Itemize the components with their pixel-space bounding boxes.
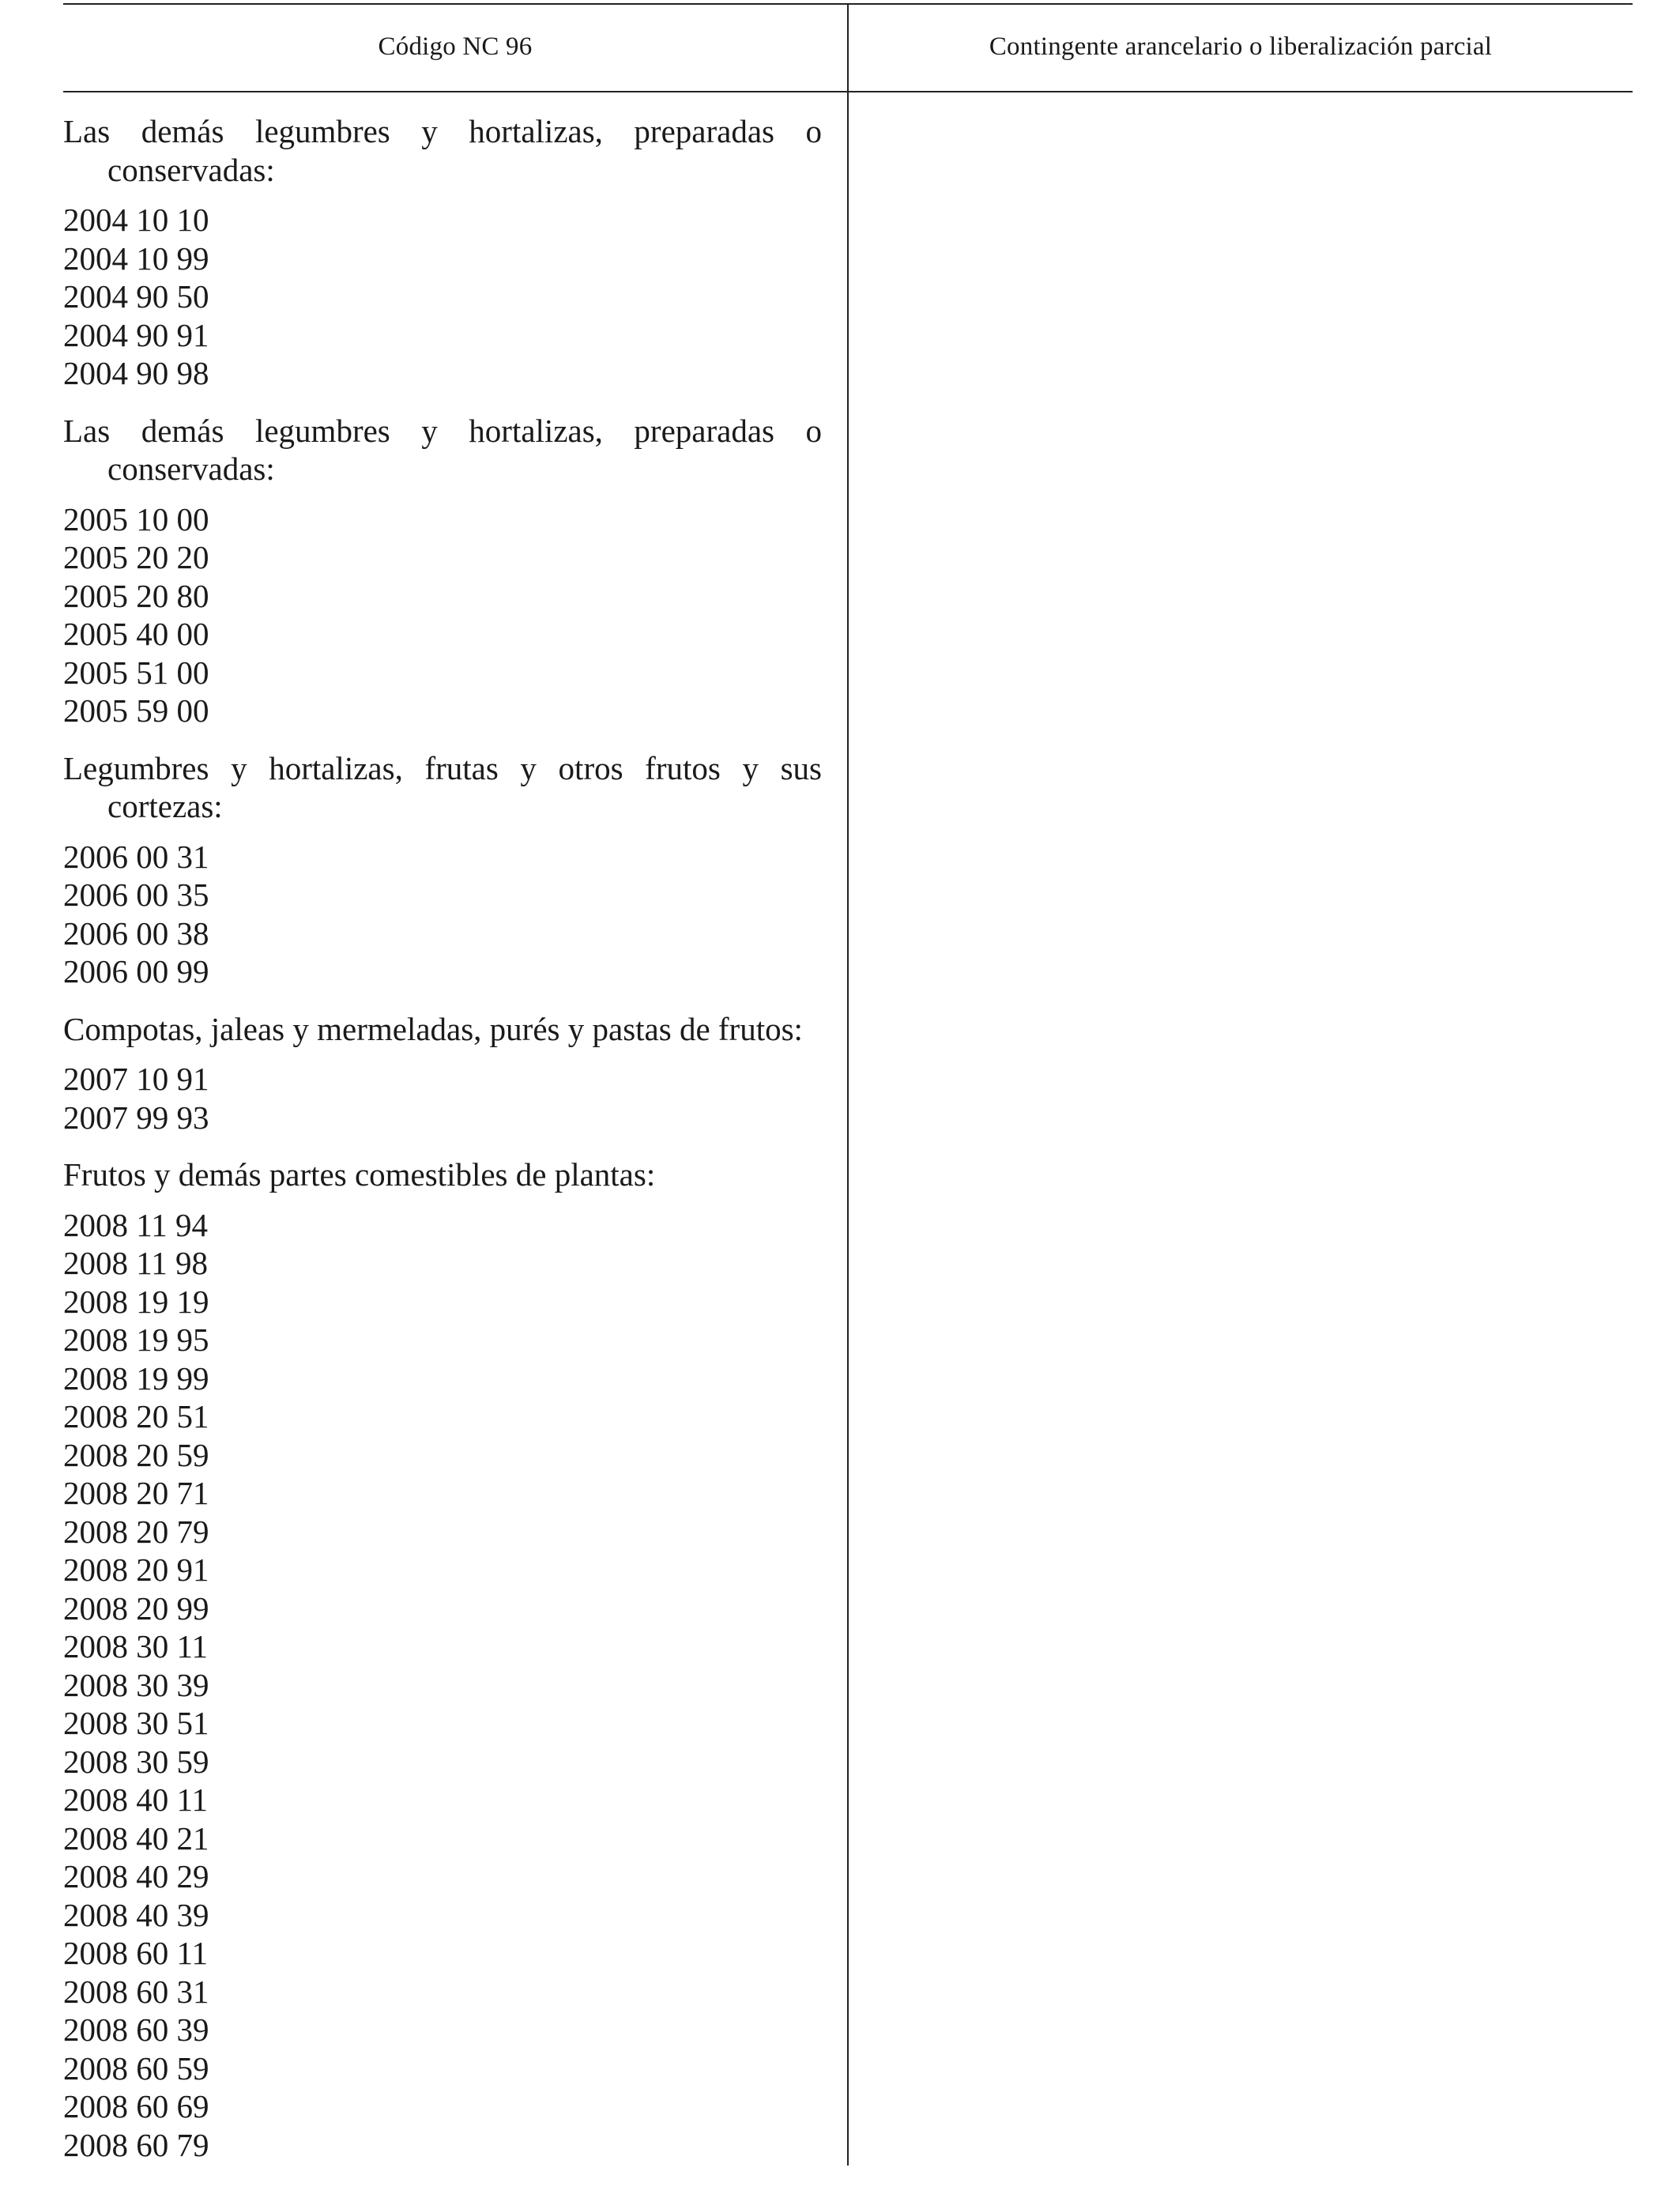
nc-code: 2005 20 80 xyxy=(63,577,209,614)
code-list xyxy=(63,1060,822,1137)
nc-code: 2008 20 79 xyxy=(63,1513,209,1550)
nc-code: 2004 90 50 xyxy=(63,278,209,315)
nc-code: 2008 20 51 xyxy=(63,1398,209,1434)
column-header-code: Código NC 96 xyxy=(378,32,533,61)
nc-code: 2008 60 39 xyxy=(63,2011,209,2048)
nc-code: 2008 20 71 xyxy=(63,1475,209,1511)
nc-code: 2004 90 91 xyxy=(63,316,209,353)
nc-code: 2008 30 51 xyxy=(63,1705,209,1741)
nc-code: 2004 10 99 xyxy=(63,239,209,277)
nc-code: 2006 00 38 xyxy=(63,914,209,952)
nc-code: 2005 20 20 xyxy=(63,539,209,575)
nc-code: 2008 19 19 xyxy=(63,1283,209,1320)
nc-code: 2006 00 35 xyxy=(63,876,209,913)
group-description: Legumbres y hortalizas, frutas y otros frutos y sus cortezas: xyxy=(63,749,822,824)
nc-code: 2008 20 91 xyxy=(63,1551,209,1588)
nc-code: 2008 19 95 xyxy=(63,1321,209,1358)
code-list xyxy=(63,201,822,393)
nc-code: 2008 60 69 xyxy=(63,2088,209,2124)
nc-code: 2008 19 99 xyxy=(63,1359,209,1397)
code-list xyxy=(63,500,822,730)
group-description: Frutos y demás partes comestibles de plantas: xyxy=(63,1156,656,1193)
nc-code: 2008 40 29 xyxy=(63,1858,209,1894)
nc-code: 2005 59 00 xyxy=(63,692,209,729)
code-column xyxy=(63,112,822,2183)
nc-code: 2008 30 59 xyxy=(63,1743,209,1780)
nc-code: 2004 10 10 xyxy=(63,202,209,238)
nc-code: 2008 60 11 xyxy=(63,1935,208,1971)
nc-code: 2008 20 99 xyxy=(63,1589,209,1627)
group-description: Las demás legumbres y hortalizas, preparadas o conservadas: xyxy=(63,113,822,188)
nc-code: 2004 90 98 xyxy=(63,355,209,391)
nc-code: 2008 40 21 xyxy=(63,1819,209,1857)
nc-code: 2008 30 39 xyxy=(63,1666,209,1703)
nc-code: 2008 20 59 xyxy=(63,1436,209,1473)
nc-code: 2007 10 91 xyxy=(63,1061,209,1097)
code-list xyxy=(63,838,822,991)
nc-code: 2005 40 00 xyxy=(63,616,209,652)
nc-code: 2008 60 79 xyxy=(63,2126,209,2163)
column-header-quota: Contingente arancelario o liberalización parcial xyxy=(989,32,1493,61)
tariff-table xyxy=(63,3,1633,2166)
nc-code: 2008 60 59 xyxy=(63,2049,209,2087)
nc-code: 2007 99 93 xyxy=(63,1099,209,1136)
nc-code: 2005 10 00 xyxy=(63,500,209,537)
nc-code: 2008 30 11 xyxy=(63,1628,208,1664)
group-description: Compotas, jaleas y mermeladas, purés y pastas de frutos: xyxy=(63,1010,803,1047)
table-column-divider xyxy=(847,3,849,2166)
nc-code: 2005 51 00 xyxy=(63,654,209,691)
nc-code: 2006 00 99 xyxy=(63,953,209,990)
group-description: Las demás legumbres y hortalizas, preparadas o conservadas: xyxy=(63,412,822,487)
nc-code: 2008 60 31 xyxy=(63,1973,209,2010)
nc-code: 2008 11 94 xyxy=(63,1206,208,1243)
code-list xyxy=(63,1206,822,2165)
nc-code: 2006 00 31 xyxy=(63,838,209,875)
nc-code: 2008 40 11 xyxy=(63,1781,208,1818)
nc-code: 2008 40 39 xyxy=(63,1896,209,1933)
nc-code: 2008 11 98 xyxy=(63,1245,208,1281)
